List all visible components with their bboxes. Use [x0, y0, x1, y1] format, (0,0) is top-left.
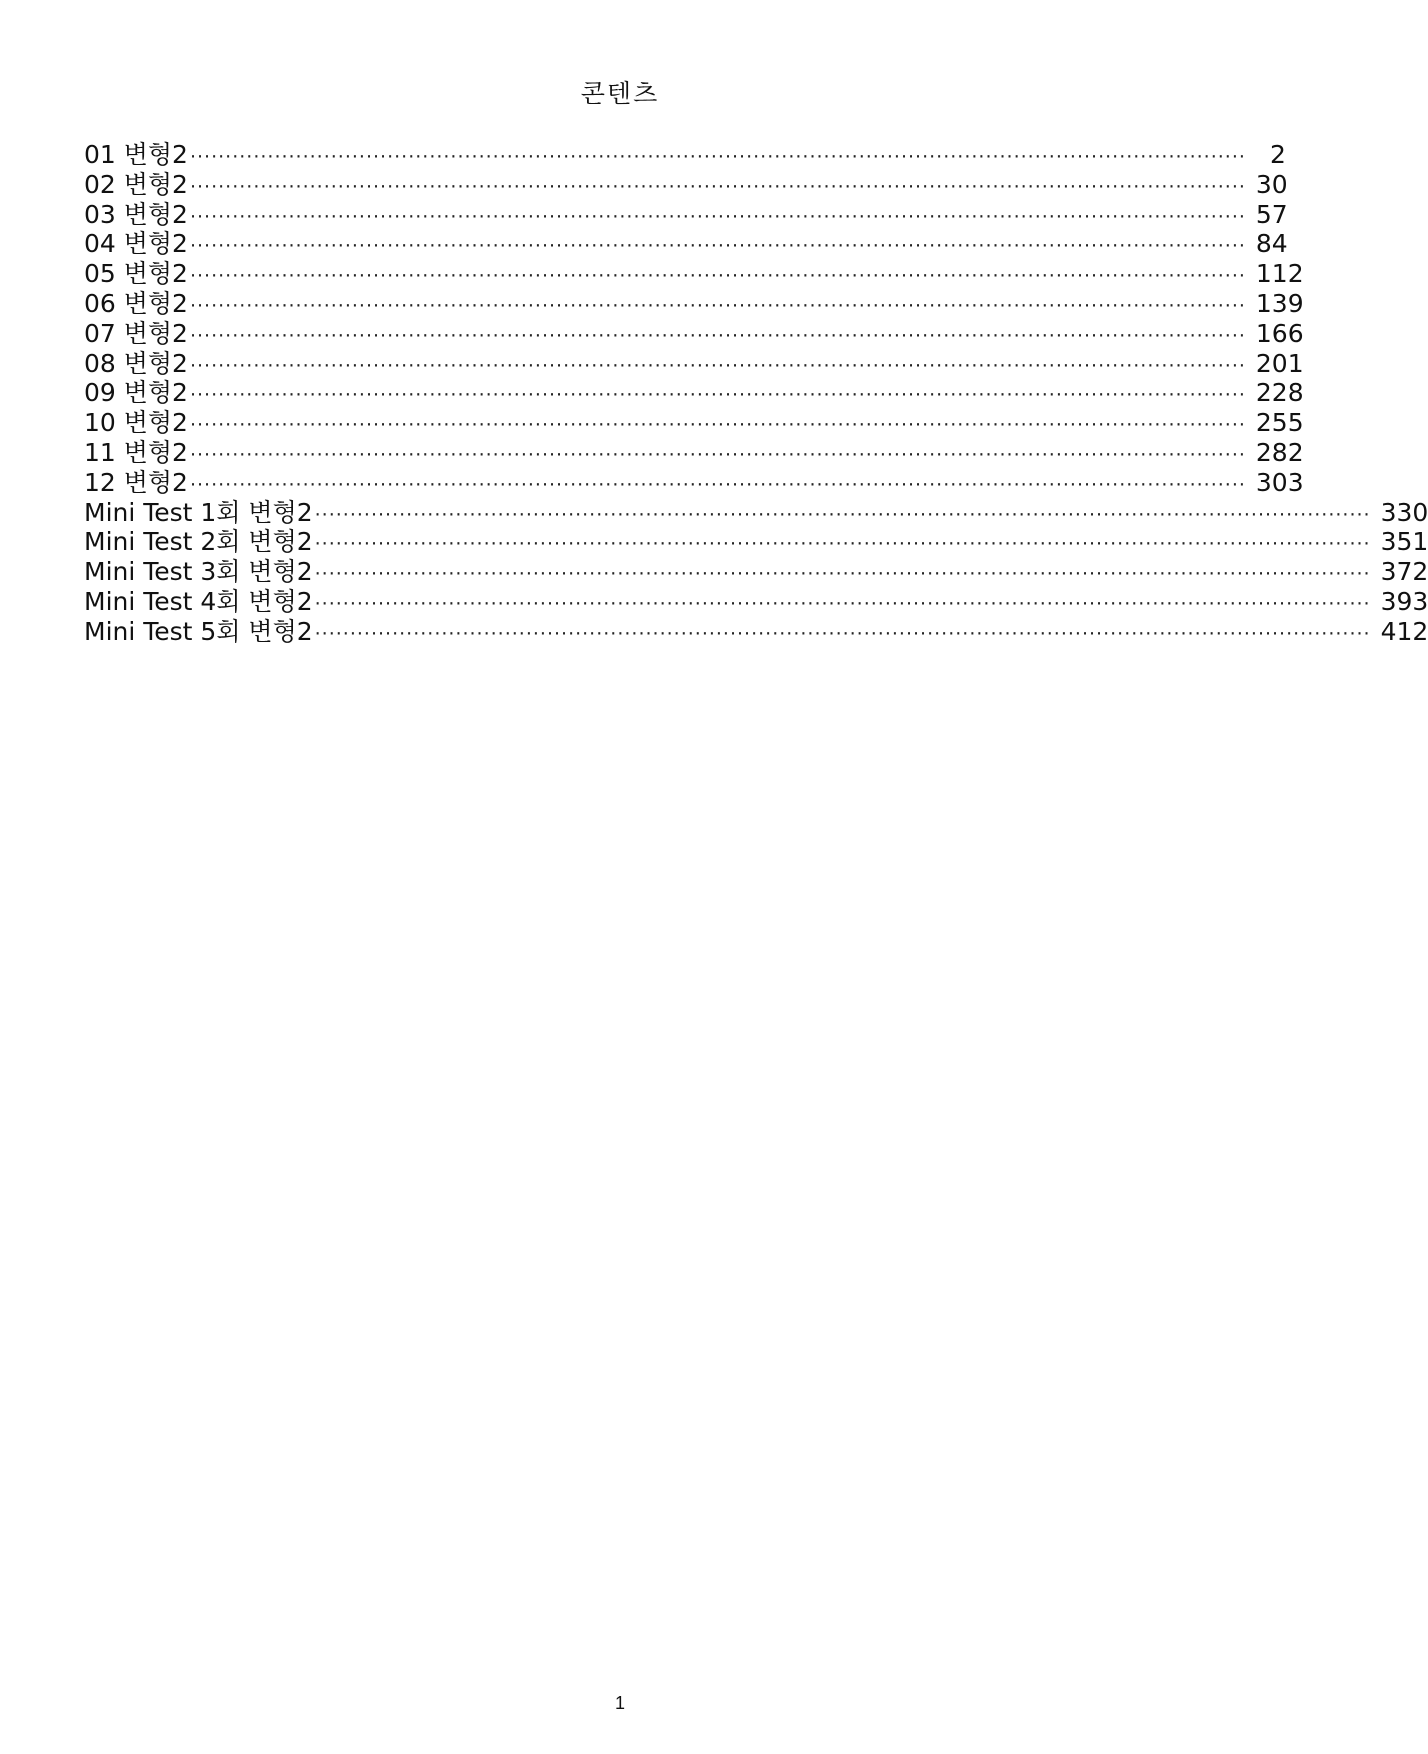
toc-entry-page: 112 [1255, 259, 1304, 289]
toc-entry-page: 84 [1255, 229, 1288, 259]
toc-entry-label: Mini Test 5회 변형2 [84, 616, 313, 646]
toc-entry-label: 10 변형2 [84, 408, 188, 438]
toc-entry-label: Mini Test 2회 변형2 [84, 527, 313, 557]
toc-entry[interactable] [84, 437, 1304, 468]
toc-entry-page: 282 [1255, 437, 1304, 467]
toc-dot-leader: ······················································································································································ [314, 503, 1371, 526]
toc-entry-page: 255 [1255, 408, 1304, 438]
toc-entry[interactable] [84, 378, 1304, 408]
toc-dot-leader: ······················································································································································ [189, 443, 1246, 466]
toc-entry-label: 05 변형2 [84, 259, 188, 289]
toc-entry[interactable] [84, 199, 1288, 230]
toc-entry[interactable] [84, 140, 1286, 170]
toc-dot-leader: ······················································································································································ [189, 473, 1246, 496]
toc-entry-page: 30 [1255, 169, 1288, 199]
toc-entry-page: 303 [1255, 467, 1304, 497]
toc-entry-label: 01 변형2 [84, 140, 188, 169]
toc-entry-page: 351 [1380, 527, 1428, 557]
toc-entry[interactable] [84, 288, 1304, 319]
toc-dot-leader: ······················································································································································ [189, 175, 1246, 198]
toc-entry[interactable] [84, 169, 1288, 200]
toc-dot-leader: ······················································································································································ [314, 533, 1371, 556]
toc-entry-label: Mini Test 1회 변형2 [84, 497, 313, 527]
toc-entry[interactable] [84, 586, 1428, 617]
toc-entry[interactable] [84, 318, 1304, 349]
toc-entry[interactable] [84, 259, 1304, 289]
toc-entry-label: Mini Test 3회 변형2 [84, 557, 313, 587]
toc-entry-label: Mini Test 4회 변형2 [84, 586, 313, 616]
page-number: 1 [614, 1693, 625, 1713]
toc-entry-label: 04 변형2 [84, 229, 188, 259]
toc-dot-leader: ······················································································································································ [189, 414, 1246, 437]
toc-entry-page: 412 [1380, 616, 1428, 646]
toc-entry-label: 09 변형2 [84, 378, 188, 408]
toc-entry-page: 393 [1380, 586, 1428, 616]
toc-entry-label: 11 변형2 [84, 437, 188, 467]
toc-entry-label: 02 변형2 [84, 169, 188, 199]
toc-entry-page: 228 [1255, 378, 1304, 408]
toc-entry-page: 2 [1270, 140, 1286, 169]
toc-entry-label: 03 변형2 [84, 199, 188, 229]
toc-dot-leader: ······················································································································································ [189, 265, 1246, 288]
toc-entry-label: 08 변형2 [84, 348, 188, 378]
toc-entry-label: 12 변형2 [84, 467, 188, 497]
toc-entry[interactable] [84, 557, 1428, 587]
toc-dot-leader: ······················································································································································ [189, 146, 1246, 168]
page-title: 콘텐츠 [580, 79, 660, 108]
toc-dot-leader: ······················································································································································ [189, 354, 1246, 377]
table-of-contents [84, 140, 1428, 647]
toc-entry[interactable] [84, 229, 1288, 259]
toc-dot-leader: ······················································································································································ [189, 384, 1246, 407]
toc-entry[interactable] [84, 616, 1428, 647]
toc-entry[interactable] [84, 527, 1428, 557]
toc-entry[interactable] [84, 497, 1428, 528]
toc-entry-label: 07 변형2 [84, 318, 188, 348]
toc-dot-leader: ······················································································································································ [314, 592, 1371, 615]
toc-dot-leader: ······················································································································································ [189, 324, 1246, 347]
toc-entry-page: 166 [1255, 318, 1304, 348]
toc-entry[interactable] [84, 467, 1304, 498]
toc-dot-leader: ······················································································································································ [189, 294, 1246, 317]
toc-dot-leader: ······················································································································································ [189, 235, 1246, 258]
toc-entry-page: 201 [1255, 348, 1304, 378]
toc-entry-page: 330 [1380, 497, 1428, 527]
toc-entry-page: 139 [1255, 288, 1304, 318]
toc-entry[interactable] [84, 408, 1304, 438]
toc-dot-leader: ······················································································································································ [314, 563, 1371, 586]
toc-dot-leader: ······················································································································································ [189, 205, 1246, 228]
toc-entry-page: 372 [1380, 557, 1428, 587]
toc-dot-leader: ······················································································································································ [314, 622, 1371, 645]
toc-entry-label: 06 변형2 [84, 288, 188, 318]
toc-entry-page: 57 [1255, 199, 1288, 229]
toc-entry[interactable] [84, 348, 1304, 379]
